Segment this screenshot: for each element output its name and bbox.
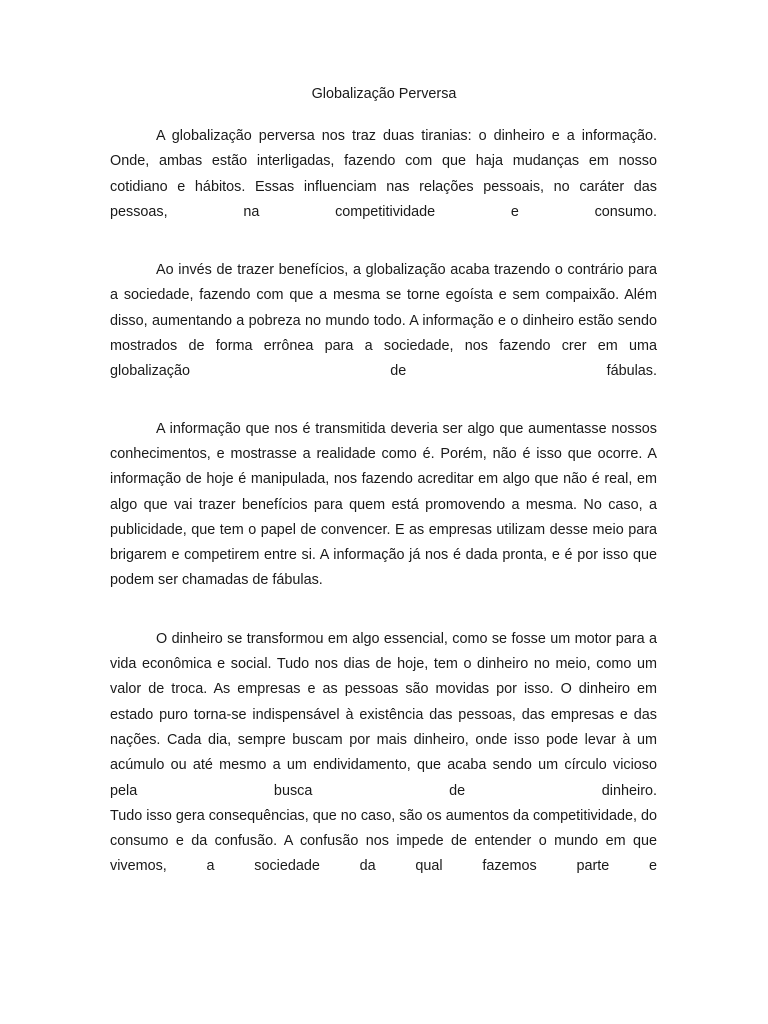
paragraph-2: Ao invés de trazer benefícios, a globalização acaba trazendo o contrário para a sociedade, fazendo com que a mesma se torne egoísta e sem compaixão. Além disso, aumentando a pobreza no mundo todo. A informação e o dinheiro estão sendo mostrados de forma errônea para a sociedade, nos fazendo crer em uma globalização de fábulas. [110,262,657,380]
document-body [110,124,657,880]
paragraph-1: A globalização perversa nos traz duas tiranias: o dinheiro e a informação. Onde, ambas estão interligadas, fazendo com que haja mudanças em nosso cotidiano e hábitos. Essas influenciam nas relações pessoais, no caráter das pessoas, na competitividade e consumo. [110,128,657,220]
document-title: Globalização Perversa [311,86,457,102]
paragraph-5: Tudo isso gera consequências, que no caso, são os aumentos da competitividade, do consumo e da confusão. A confusão nos impede de entender o mundo em que vivemos, a sociedade da qual fazemos parte e [110,807,657,875]
paragraph-3: A informação que nos é transmitida deveria ser algo que aumentasse nossos conhecimentos, e mostrasse a realidade como é. Porém, não é isso que ocorre. A informação de hoje é manipulada, nos fazendo acreditar em algo que não é real, em algo que vai trazer benefícios para quem está promovendo a mesma. No caso, a publicidade, que tem o papel de convencer. E as empresas utilizam desse meio para brigarem e competirem entre si. A informação já nos é dada pronta, e é por isso que podem ser chamadas de fábulas. [110,420,657,589]
paragraph-4: O dinheiro se transformou em algo essencial, como se fosse um motor para a vida econômica e social. Tudo nos dias de hoje, tem o dinheiro no meio, como um valor de troca. As empresas e as pessoas são movidas por isso. O dinheiro em estado puro torna-se indispensável à existência das pessoas, das empresas e das nações. Cada dia, sempre buscam por mais dinheiro, onde isso pode levar à um acúmulo ou até mesmo a um endividamento, que acaba sendo um círculo vicioso pela busca de dinheiro. [110,630,657,799]
